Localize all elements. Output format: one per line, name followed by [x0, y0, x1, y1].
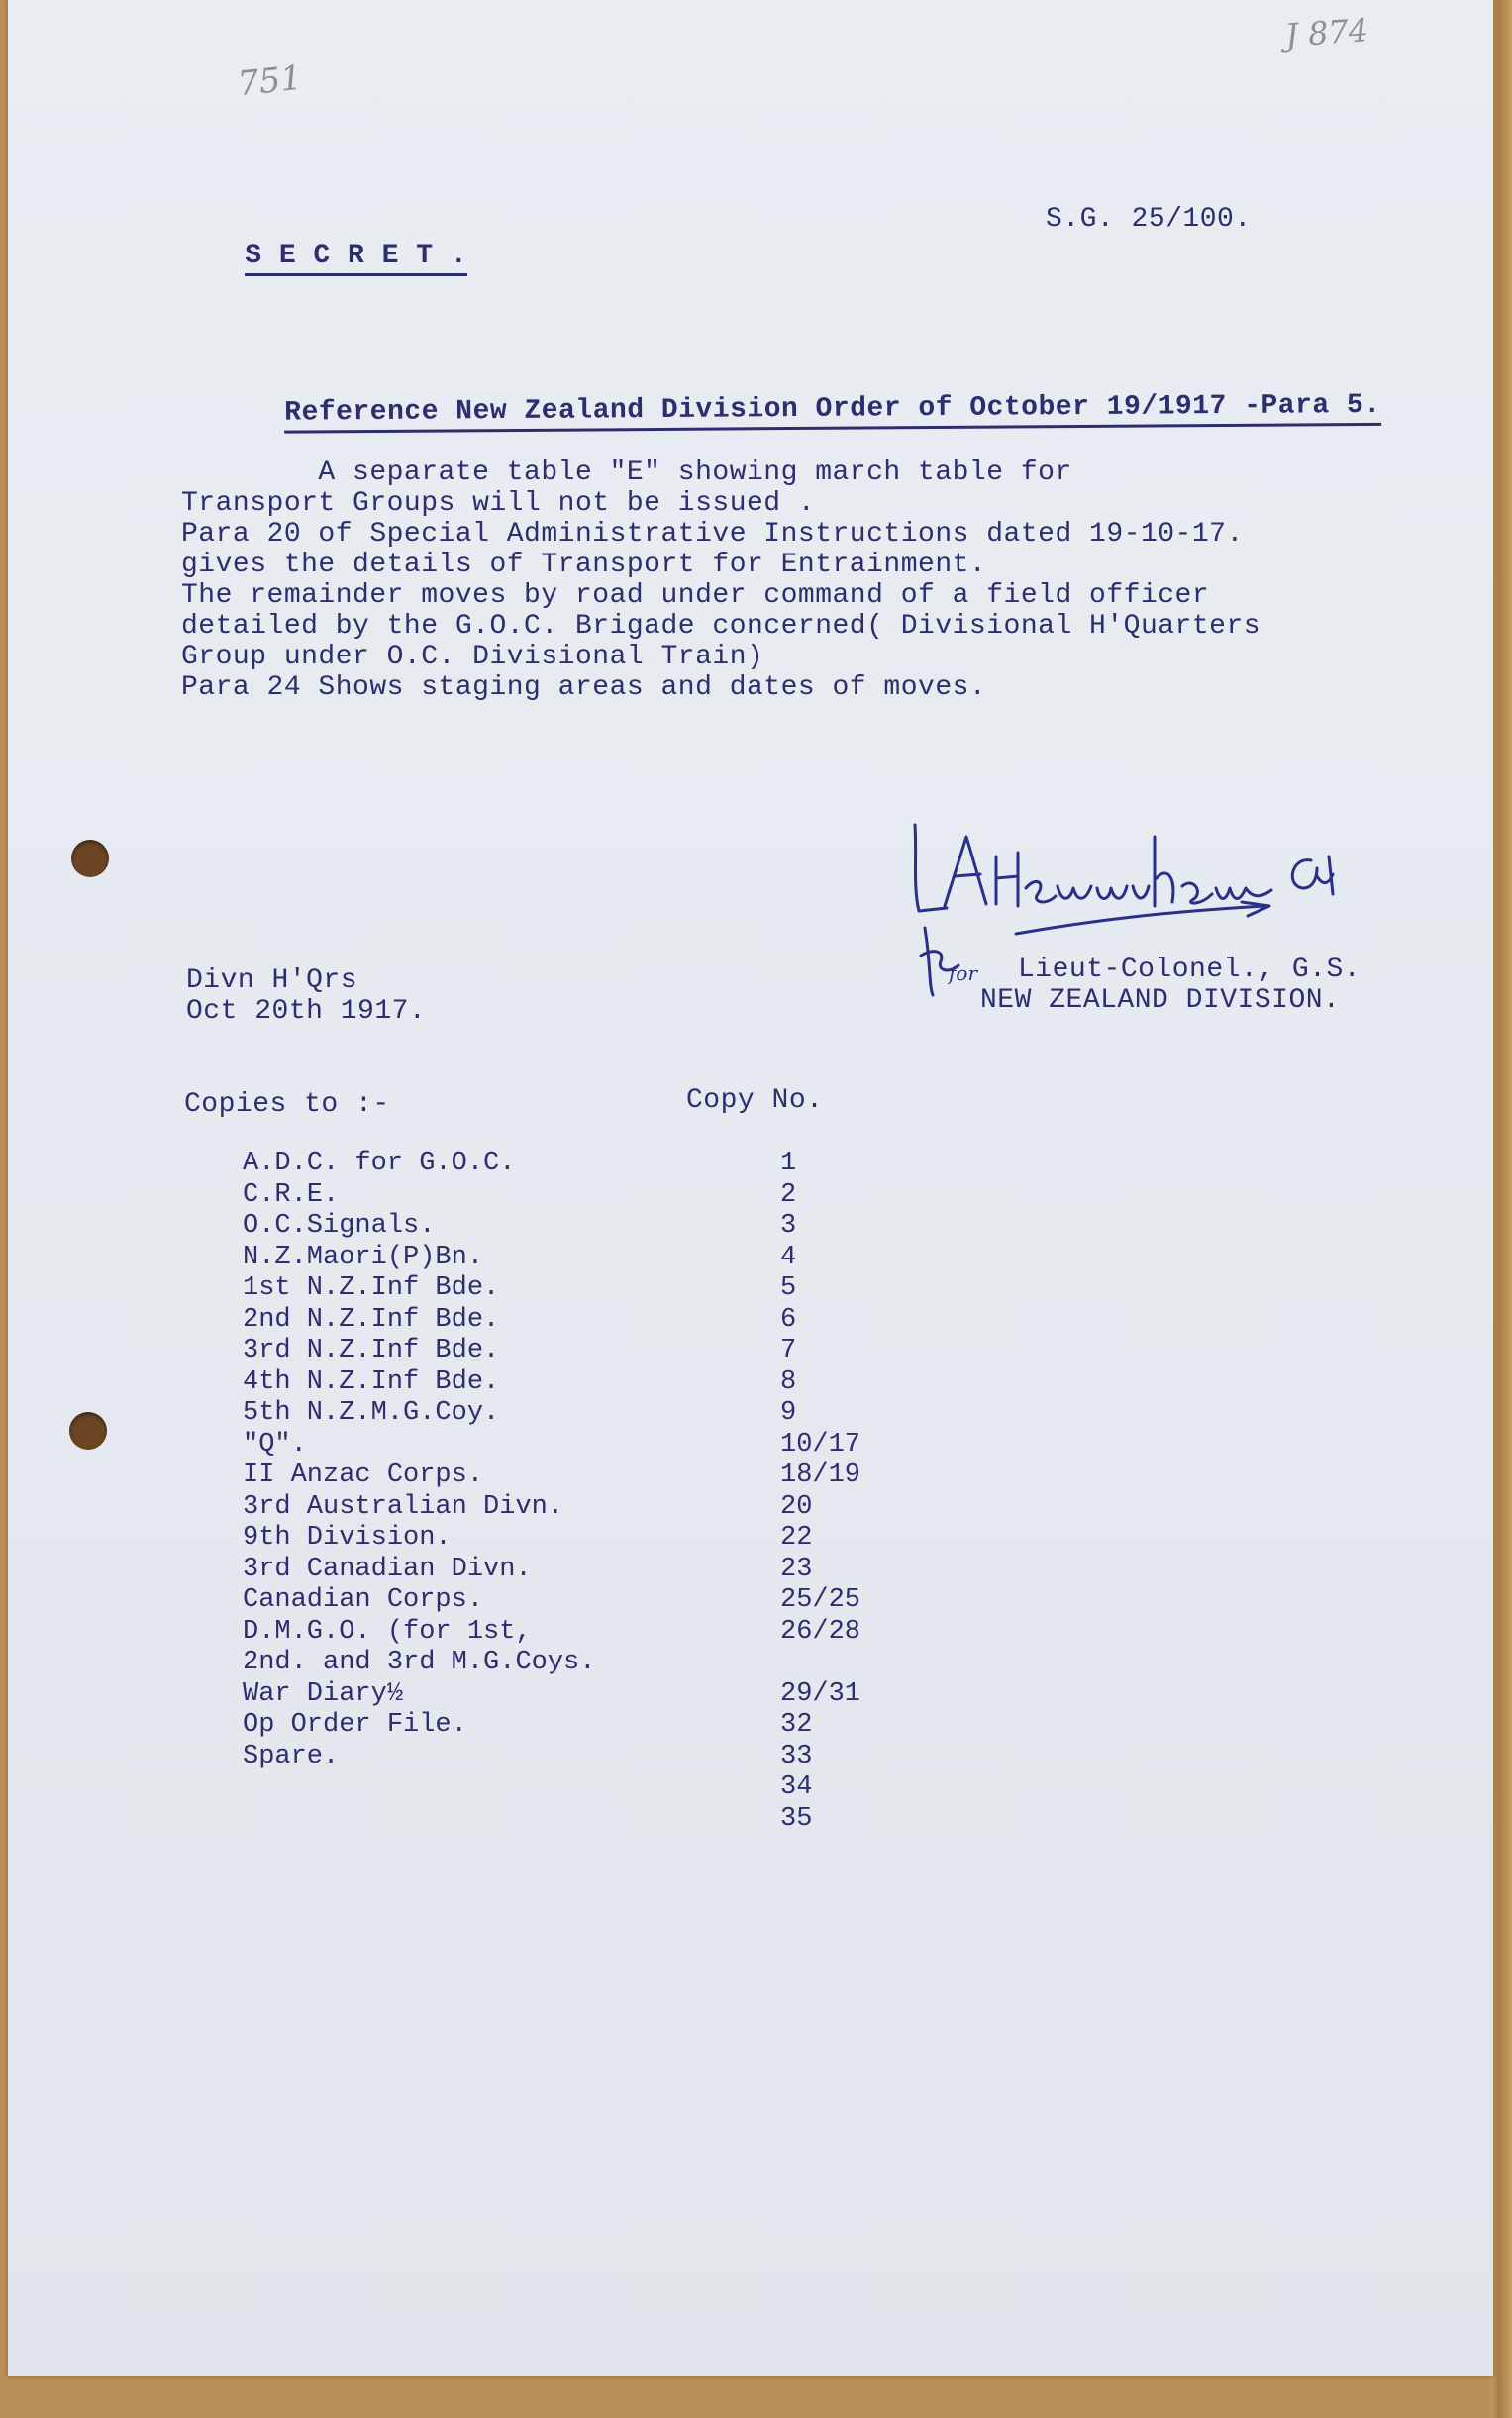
copy-number: 9 [780, 1398, 797, 1428]
list-item [181, 1679, 1072, 1710]
recipient: C.R.E. [243, 1179, 340, 1210]
recipient: 1st N.Z.Inf Bde. [243, 1273, 500, 1303]
list-item [181, 1585, 1072, 1616]
copy-number: 20 [780, 1491, 813, 1522]
recipient: 3rd N.Z.Inf Bde. [243, 1336, 500, 1365]
issuing-place: Divn H'Qrs [186, 965, 358, 996]
list-item [181, 1430, 1072, 1461]
list-item [181, 1492, 1072, 1523]
list-item [181, 1461, 1072, 1491]
copy-number-label: Copy No. [686, 1085, 824, 1116]
recipient: O.C.Signals. [243, 1211, 436, 1241]
recipient: 2nd N.Z.Inf Bde. [243, 1304, 500, 1335]
recipient: Canadian Corps. [243, 1585, 484, 1615]
body-line: Group under O.C. Divisional Train) [181, 642, 764, 672]
body-line: Transport Groups will not be issued . [181, 488, 816, 519]
punch-hole-top [71, 840, 109, 877]
copy-number: 10/17 [780, 1429, 861, 1460]
recipient: War Diary½ [243, 1678, 404, 1709]
recipient: II Anzac Corps. [243, 1461, 484, 1490]
signatory-title: Lieut-Colonel., G.S. [1018, 955, 1361, 985]
signatory-unit: NEW ZEALAND DIVISION. [980, 985, 1341, 1016]
recipient: N.Z.Maori(P)Bn. [243, 1242, 484, 1272]
body-line: A separate table "E" showing march table for [181, 457, 1072, 488]
body-line: detailed by the G.O.C. Brigade concerned( Divisional H'Quarters [181, 611, 1261, 642]
list-item [181, 1273, 1072, 1304]
copy-number: 26/28 [780, 1616, 861, 1647]
signature-for-text: for [949, 961, 978, 985]
signature-name-text: LAHewnham [1056, 861, 1110, 872]
classification-marking [176, 210, 467, 302]
copy-number: 2 [780, 1179, 797, 1210]
recipient: 5th N.Z.M.G.Coy. [243, 1398, 500, 1428]
copy-number: 25/25 [780, 1585, 861, 1615]
copy-number: 4 [780, 1242, 797, 1272]
copy-number: 34 [780, 1772, 813, 1802]
copy-number: 33 [780, 1741, 813, 1771]
recipient: A.D.C. for G.O.C. [243, 1149, 516, 1178]
order-heading [216, 359, 1381, 459]
punch-hole-bottom [69, 1412, 107, 1450]
copy-number: 6 [780, 1304, 797, 1335]
copy-number: 8 [780, 1366, 797, 1397]
list-item [181, 1336, 1072, 1366]
pencil-annotation-right: J 874 [1283, 11, 1370, 54]
list-item [181, 1617, 1072, 1648]
list-item [181, 1243, 1072, 1273]
list-item [181, 1149, 1072, 1179]
recipient: 4th N.Z.Inf Bde. [243, 1366, 500, 1397]
recipient: D.M.G.O. (for 1st, [243, 1616, 532, 1647]
wooden-table-edge [1490, 0, 1512, 2418]
list-item [181, 1211, 1072, 1242]
copy-number: 3 [780, 1211, 797, 1241]
classification-text: S E C R E T . [245, 241, 467, 276]
list-item [181, 1772, 1072, 1803]
list-item [181, 1804, 1072, 1835]
recipient: "Q". [243, 1429, 307, 1460]
list-item [181, 1523, 1072, 1554]
copy-number: 32 [780, 1710, 813, 1740]
issue-date: Oct 20th 1917. [186, 996, 427, 1027]
pencil-annotation-left: 751 [236, 57, 304, 105]
recipient: Spare. [243, 1741, 340, 1771]
copy-number: 35 [780, 1803, 813, 1834]
copy-number: 22 [780, 1523, 813, 1553]
reference-number: S.G. 25/100. [1046, 204, 1252, 235]
body-line: The remainder moves by road under command of a field officer [181, 580, 1210, 611]
copies-to-label: Copies to :- [184, 1089, 390, 1120]
list-item [181, 1710, 1072, 1741]
body-line: Para 20 of Special Administrative Instructions dated 19-10-17. [181, 519, 1244, 550]
body-line: gives the details of Transport for Entrainment. [181, 550, 987, 580]
list-item [181, 1367, 1072, 1398]
recipient: 2nd. and 3rd M.G.Coys. [243, 1648, 596, 1677]
recipient: 9th Division. [243, 1523, 452, 1553]
document-page [8, 0, 1493, 2376]
recipient: Op Order File. [243, 1710, 467, 1740]
list-item [181, 1742, 1072, 1772]
signature-rank-text: Capt [1273, 909, 1298, 920]
body-line: Para 24 Shows staging areas and dates of moves. [181, 672, 987, 703]
copy-number: 18/19 [780, 1461, 861, 1490]
copy-number: 23 [780, 1554, 813, 1584]
order-heading-text: Reference New Zealand Division Order of October 19/1917 -Para 5. [284, 390, 1381, 434]
copy-number: 1 [780, 1149, 797, 1178]
copy-number: 5 [780, 1273, 797, 1303]
list-item [181, 1398, 1072, 1429]
recipient: 3rd Canadian Divn. [243, 1554, 532, 1584]
distribution-list [181, 1149, 1072, 1842]
copy-number: 29/31 [780, 1678, 861, 1709]
recipient: 3rd Australian Divn. [243, 1491, 564, 1522]
copy-number: 7 [780, 1336, 797, 1365]
list-item [181, 1648, 1072, 1678]
list-item [181, 1555, 1072, 1585]
list-item [181, 1305, 1072, 1336]
list-item [181, 1180, 1072, 1211]
